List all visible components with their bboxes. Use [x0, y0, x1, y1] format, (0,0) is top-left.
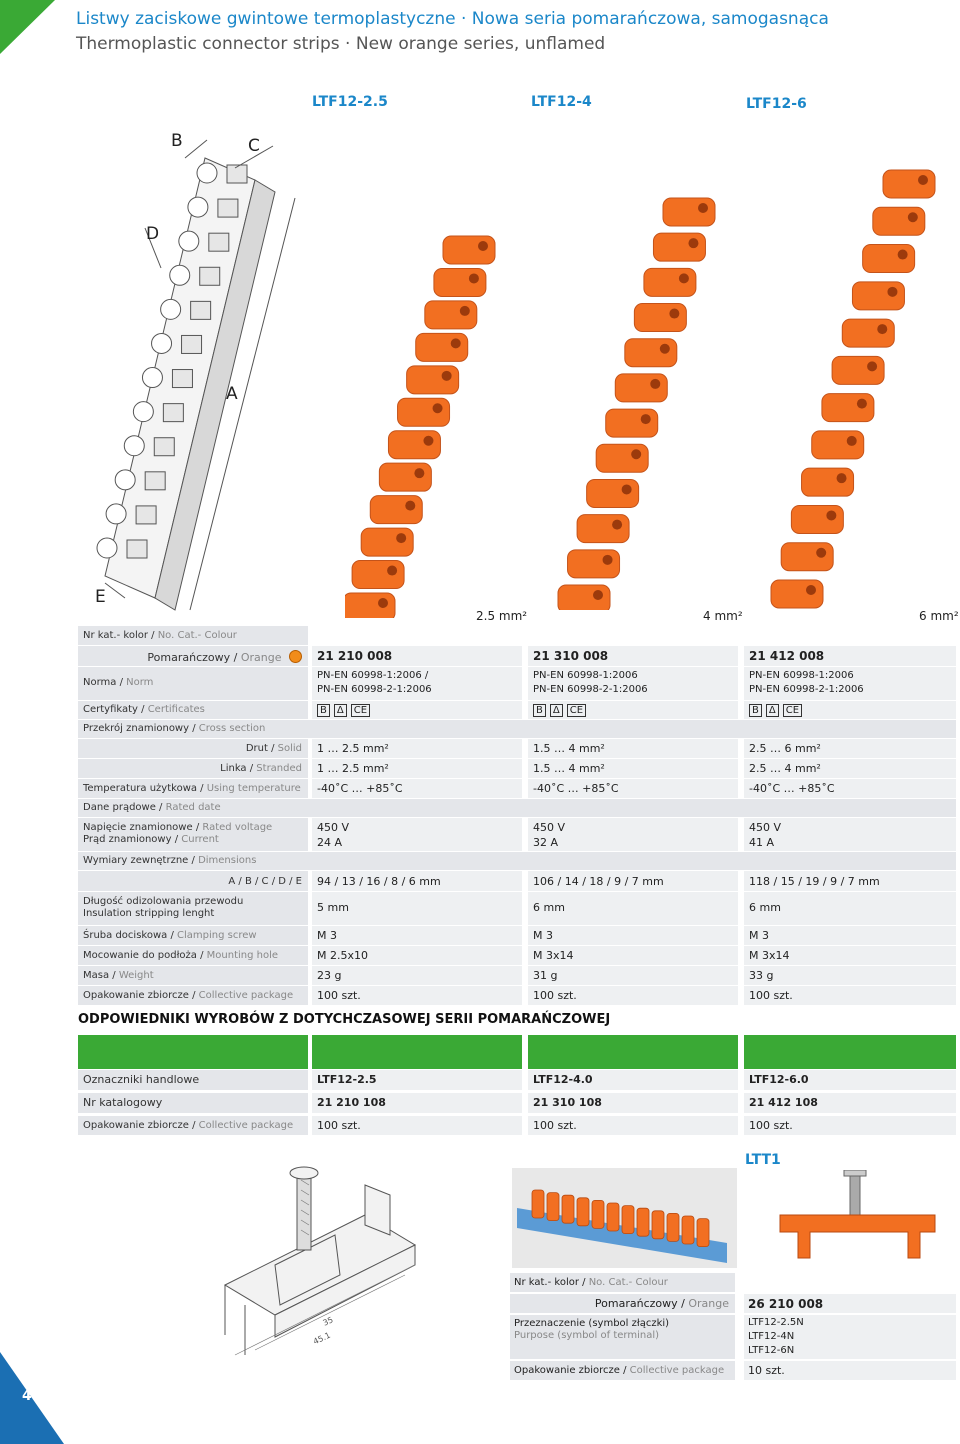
screw-hole	[887, 287, 897, 297]
drawing-clamp	[209, 233, 229, 251]
row-dimensions-values: A / B / C / D / E 94 / 13 / 16 / 8 / 6 mm 106 / 14 / 18 / 9 / 7 mm 118 / 15 / 19 / 9 / 7 mm	[78, 871, 956, 891]
screw-hole	[679, 273, 689, 283]
terminal-cell	[822, 394, 874, 422]
terminal-cell	[863, 245, 915, 273]
row-package: Opakowanie zbiorcze / Collective package 100 szt. 100 szt. 100 szt.	[78, 986, 956, 1005]
model-label-2: LTF12-4	[531, 94, 592, 110]
dim-label-b: B	[171, 131, 183, 151]
size-label-3: 6 mm²	[919, 609, 959, 623]
row-certificates: Certyfikaty / Certificates B Δ CE B Δ CE B Δ CE	[78, 701, 956, 719]
terminal-cell	[361, 528, 413, 556]
green-header-bar	[744, 1035, 956, 1069]
ltt-row-package: Opakowanie zbiorcze / Collective package 10 szt.	[510, 1361, 956, 1380]
screw-hole	[603, 555, 613, 565]
product-image-ltf12-6	[765, 160, 950, 610]
terminal-cell	[425, 301, 477, 329]
drawing-clamp	[191, 301, 211, 319]
terminal-cell	[434, 268, 486, 296]
drawing-clamp	[218, 199, 238, 217]
screw-hole	[857, 399, 867, 409]
screw-hole	[593, 590, 603, 600]
screw-hole	[908, 212, 918, 222]
page-title-en: Thermoplastic connector strips · New orange series, unflamed	[76, 34, 606, 54]
screw-hole	[631, 449, 641, 459]
page-number: 48	[22, 1388, 42, 1404]
dim-label-35: 35	[321, 1315, 335, 1328]
screw-hole	[867, 361, 877, 371]
drawing-screw	[115, 470, 135, 490]
b-cert-icon: B	[533, 704, 546, 717]
drawing-clamp	[154, 438, 174, 456]
drawing-clamp	[172, 370, 192, 388]
screw-hole	[622, 484, 632, 494]
size-label-2: 4 mm²	[703, 609, 743, 623]
rail-terminal	[652, 1211, 664, 1239]
rail-terminal	[667, 1213, 679, 1241]
row-trade-marks: Oznaczniki handlowe LTF12-2.5 LTF12-4.0 LTF12-6.0	[78, 1070, 956, 1090]
ltt-rail-photo	[512, 1168, 737, 1268]
dim-label-e: E	[95, 587, 106, 607]
dim-label-45-1: 45.1	[311, 1330, 332, 1347]
b-cert-icon: B	[317, 704, 330, 717]
drawing-screw	[161, 299, 181, 319]
screw-hole	[396, 533, 406, 543]
triangle-cert-icon: Δ	[334, 704, 347, 717]
green-header-bar	[312, 1035, 522, 1069]
product-image-ltf12-4	[555, 190, 725, 610]
drawing-screw	[97, 538, 117, 558]
rail-terminal	[562, 1195, 574, 1223]
screw-hole	[698, 203, 708, 213]
green-corner-mark	[0, 0, 55, 54]
terminal-cell	[577, 515, 629, 543]
row-solid: Drut / Solid 1 … 2.5 mm² 1.5 … 4 mm² 2.5 … 6 mm²	[78, 739, 956, 758]
terminal-cell	[407, 366, 459, 394]
product-image-ltf12-2-5	[345, 228, 505, 618]
drawing-screw	[142, 368, 162, 388]
size-label-1: 2.5 mm²	[476, 609, 528, 623]
ce-cert-icon: CE	[783, 704, 802, 717]
drawing-screw	[188, 197, 208, 217]
screw-hole	[387, 566, 397, 576]
row-norm: Norma / Norm PN-EN 60998-1:2006 / PN-EN 60998-2-1:2006 PN-EN 60998-1:2006 PN-EN 60998-2-1:2006 PN-EN 60998-1:2006 PN-EN 60998-2-1:2006	[78, 667, 956, 700]
dim-label-a: A	[226, 384, 238, 404]
terminal-cell	[663, 198, 715, 226]
terminal-cell	[653, 233, 705, 261]
row-colour: Pomarańczowy / Orange 21 210 008 21 310 008 21 412 008	[78, 646, 956, 666]
screw-hole	[433, 403, 443, 413]
row-dimensions: Wymiary zewnętrzne / Dimensions	[78, 852, 956, 870]
terminal-cell	[568, 550, 620, 578]
terminal-cell	[883, 170, 935, 198]
terminal-cell	[596, 444, 648, 472]
model-label-ltt1: LTT1	[745, 1152, 781, 1168]
terminal-cell	[388, 431, 440, 459]
screw-hole	[650, 379, 660, 389]
terminal-cell	[345, 593, 395, 618]
drawing-screw	[124, 436, 144, 456]
terminal-cell	[352, 561, 404, 589]
screw-hole	[612, 520, 622, 530]
drawing-screw	[106, 504, 126, 524]
terminal-cell	[852, 282, 904, 310]
technical-drawing	[85, 128, 315, 618]
rail-terminal	[547, 1193, 559, 1221]
row-rated-date: Dane prądowe / Rated date	[78, 799, 956, 817]
screw-hole	[451, 338, 461, 348]
screw-hole	[423, 436, 433, 446]
equivalents-heading: ODPOWIEDNIKI WYROBÓW Z DOTYCHCZASOWEJ SERII POMARAŃCZOWEJ	[78, 1012, 611, 1027]
row-cross-section: Przekrój znamionowy / Cross section	[78, 720, 956, 738]
rail-terminal	[697, 1219, 709, 1247]
rail-terminal	[682, 1216, 694, 1244]
terminal-cell	[812, 431, 864, 459]
drawing-clamp	[127, 540, 147, 558]
rail-terminal	[577, 1198, 589, 1226]
ltt-row-nr-kat: Nr kat.- kolor / No. Cat.- Colour	[510, 1273, 956, 1292]
b-cert-icon: B	[749, 704, 762, 717]
row-mounting-hole: Mocowanie do podłoża / Mounting hole M 2.5x10 M 3x14 M 3x14	[78, 946, 956, 965]
terminal-cell	[873, 207, 925, 235]
rail-terminal	[622, 1206, 634, 1234]
row-stripping: Długość odizolowania przewodu Insulation stripping lenght 5 mm 6 mm 6 mm	[78, 892, 956, 925]
terminal-cell	[791, 505, 843, 533]
drawing-screw	[133, 402, 153, 422]
screw-hole	[918, 175, 928, 185]
screw-hole	[669, 309, 679, 319]
screw-hole	[478, 241, 488, 251]
triangle-cert-icon: Δ	[766, 704, 779, 717]
rail-terminal	[592, 1200, 604, 1228]
screw-hole	[806, 585, 816, 595]
screw-hole	[460, 306, 470, 316]
terminal-cell	[398, 398, 450, 426]
orange-swatch-icon	[289, 650, 302, 663]
screw-hole	[688, 238, 698, 248]
terminal-cell	[443, 236, 495, 264]
terminal-cell	[606, 409, 658, 437]
terminal-cell	[379, 463, 431, 491]
screw-hole	[378, 598, 388, 608]
row-catalog-number: Nr katalogowy 21 210 108 21 310 108 21 412 108	[78, 1093, 956, 1113]
rail-terminal	[607, 1203, 619, 1231]
triangle-cert-icon: Δ	[550, 704, 563, 717]
ltt-row-purpose: Przeznaczenie (symbol złączki) Purpose (symbol of terminal) LTF12-2.5N LTF12-4N LTF12-6N	[510, 1315, 956, 1359]
rail-terminal	[532, 1190, 544, 1218]
terminal-cell	[587, 479, 639, 507]
drawing-clamp	[163, 404, 183, 422]
terminal-cell	[802, 468, 854, 496]
row-voltage-current: Napięcie znamionowe / Rated voltage Prąd znamionowy / Current 450 V 24 A 450 V 32 A 450 V 41 A	[78, 818, 956, 851]
green-header-bar	[528, 1035, 738, 1069]
screw-hole	[816, 548, 826, 558]
drawing-screw	[170, 265, 190, 285]
screw-hole	[877, 324, 887, 334]
terminal-cell	[781, 543, 833, 571]
dim-label-d: D	[146, 224, 160, 244]
terminal-cell	[771, 580, 823, 608]
screw-hole	[405, 501, 415, 511]
ltt-row-colour: Pomarańczowy / Orange 26 210 008	[510, 1294, 956, 1313]
row-nr-kat: Nr kat.- kolor / No. Cat.- Colour	[78, 626, 956, 645]
row-stranded: Linka / Stranded 1 … 2.5 mm² 1.5 … 4 mm² 2.5 … 4 mm²	[78, 759, 956, 778]
drawing-clamp	[136, 506, 156, 524]
drawing-screw	[152, 333, 172, 353]
screw-hole	[442, 371, 452, 381]
terminal-cell	[615, 374, 667, 402]
drawing-clamp	[145, 472, 165, 490]
row-weight: Masa / Weight 23 g 31 g 33 g	[78, 966, 956, 985]
ce-cert-icon: CE	[351, 704, 370, 717]
screw-hole	[469, 273, 479, 283]
screw-hole	[847, 436, 857, 446]
drawing-clamp	[182, 335, 202, 353]
terminal-cell	[842, 319, 894, 347]
screw-hole	[641, 414, 651, 424]
dim-label-c: C	[248, 136, 260, 156]
drawing-clamp	[227, 165, 247, 183]
terminal-cell	[416, 333, 468, 361]
screw-hole	[414, 468, 424, 478]
drawing-screw	[197, 163, 217, 183]
row-screw: Śruba dociskowa / Clamping screw M 3 M 3 M 3	[78, 926, 956, 945]
terminal-cell	[370, 496, 422, 524]
drawing-clamp	[200, 267, 220, 285]
rail-terminal	[637, 1208, 649, 1236]
ltt-bracket-photo	[770, 1170, 945, 1270]
terminal-cell	[625, 339, 677, 367]
screw-hole	[898, 250, 908, 260]
terminal-cell	[644, 268, 696, 296]
screw-hole	[826, 510, 836, 520]
model-label-3: LTF12-6	[746, 96, 807, 112]
drawing-screw	[179, 231, 199, 251]
screw-hole	[660, 344, 670, 354]
page-title-pl: Listwy zaciskowe gwintowe termoplastyczne · Nowa seria pomarańczowa, samogasnąca	[76, 9, 829, 29]
ce-cert-icon: CE	[567, 704, 586, 717]
green-header-bar	[78, 1035, 308, 1069]
terminal-cell	[832, 356, 884, 384]
row-temperature: Temperatura użytkowa / Using temperature -40˚C … +85˚C -40˚C … +85˚C -40˚C … +85˚C	[78, 779, 956, 798]
row-equiv-package: Opakowanie zbiorcze / Collective package 100 szt. 100 szt. 100 szt.	[78, 1116, 956, 1135]
model-label-1: LTF12-2.5	[312, 94, 388, 110]
terminal-cell	[634, 304, 686, 332]
screw-hole	[837, 473, 847, 483]
